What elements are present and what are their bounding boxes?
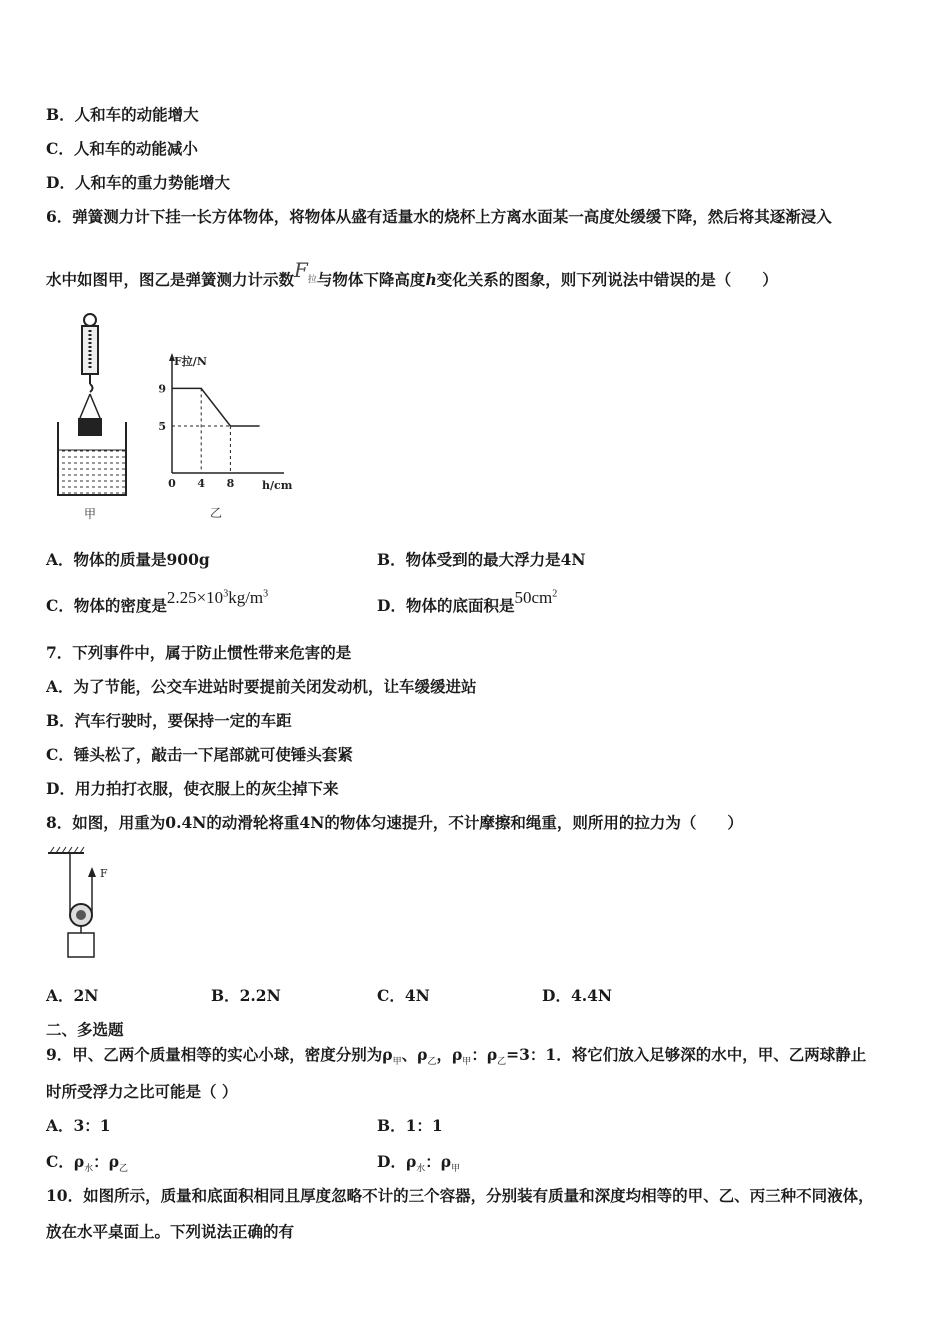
q9-stem-line1 bbox=[46, 1043, 866, 1067]
q6-option-b: B．物体受到的最大浮力是4N bbox=[377, 550, 586, 569]
punct: ， bbox=[436, 1045, 452, 1064]
section-heading: 二、多选题 bbox=[46, 1020, 124, 1039]
rho-shui bbox=[405, 1152, 426, 1175]
rho-yi bbox=[417, 1045, 437, 1068]
q9-option-d bbox=[377, 1150, 460, 1174]
x-tick-label-0: 0 bbox=[168, 477, 176, 490]
rho-subscript: 甲 bbox=[451, 1164, 461, 1175]
q9-option-b: B．1：1 bbox=[377, 1116, 443, 1135]
q6-option-d-text: D．物体的底面积是 bbox=[377, 596, 515, 615]
q5-option-c: C．人和车的动能减小 bbox=[46, 139, 198, 158]
force-label: F bbox=[100, 867, 108, 880]
rho-symbol: ρ bbox=[108, 1152, 119, 1171]
scale-ring bbox=[84, 314, 96, 326]
option-prefix: D． bbox=[377, 1152, 406, 1171]
q7-option-b: B．汽车行驶时，要保持一定的车距 bbox=[46, 711, 292, 730]
rho-symbol: ρ bbox=[405, 1152, 417, 1171]
hanging-block bbox=[78, 418, 102, 436]
q9-option-c bbox=[46, 1150, 128, 1174]
rho-shui bbox=[73, 1152, 94, 1175]
figure-jia-spring-scale bbox=[50, 310, 140, 525]
q5-option-d: D．人和车的重力势能增大 bbox=[46, 173, 230, 192]
f-subscript: 拉 bbox=[307, 275, 317, 285]
rho-subscript: 水 bbox=[416, 1164, 426, 1175]
x-axis-label: h/cm bbox=[262, 479, 293, 492]
punct: 、 bbox=[401, 1045, 418, 1064]
q7-option-c: C．锤头松了，敲击一下尾部就可使锤头套紧 bbox=[46, 745, 353, 764]
rho-symbol: ρ bbox=[440, 1152, 452, 1171]
force-arrow bbox=[88, 867, 96, 877]
q6-option-d bbox=[377, 588, 558, 616]
punct: ： bbox=[425, 1152, 441, 1171]
q5-option-b: B．人和车的动能增大 bbox=[46, 105, 199, 124]
q7-option-a: A．为了节能，公交车进站时要提前关闭发动机，让车缓缓进站 bbox=[46, 677, 477, 696]
rho-symbol: ρ bbox=[451, 1045, 463, 1064]
series-line bbox=[172, 388, 260, 426]
density-exponent: 3 bbox=[223, 588, 229, 600]
h-symbol: h bbox=[425, 270, 437, 289]
rho-symbol: ρ bbox=[417, 1045, 428, 1064]
area-value bbox=[514, 588, 557, 607]
q6-option-c-text: C．物体的密度是 bbox=[46, 596, 167, 615]
string-left bbox=[80, 394, 90, 418]
q8-option-c: C．4N bbox=[377, 986, 430, 1005]
x-tick-label-4: 4 bbox=[197, 477, 206, 490]
q8-option-a: A．2N bbox=[46, 986, 99, 1005]
figure-yi-label: 乙 bbox=[209, 506, 223, 520]
load-block bbox=[68, 933, 94, 957]
density-value bbox=[167, 588, 268, 607]
figure-pulley bbox=[44, 845, 124, 965]
f-pull-symbol bbox=[294, 258, 317, 285]
density-mantissa: 2.25×10 bbox=[166, 588, 224, 607]
q7-option-d: D．用力拍打衣服，使衣服上的灰尘掉下来 bbox=[46, 779, 339, 798]
q9-option-a: A．3：1 bbox=[46, 1116, 111, 1135]
q9-stem-part-b: =3：1．将它们放入足够深的水中，甲、乙两球静止 bbox=[506, 1045, 867, 1064]
q9-stem-line2: 时所受浮力之比可能是（ ） bbox=[46, 1082, 238, 1101]
rho-jia bbox=[440, 1152, 461, 1175]
rho-subscript: 水 bbox=[84, 1164, 94, 1175]
option-prefix: C． bbox=[46, 1152, 74, 1171]
q10-stem-line1: 10．如图所示，质量和底面积相同且厚度忽略不计的三个容器，分别装有质量和深度均相等的甲、乙、丙三种不同液体， bbox=[46, 1186, 874, 1205]
rho-subscript: 甲 bbox=[392, 1057, 402, 1068]
q10-stem-line2: 放在水平桌面上。下列说法正确的有 bbox=[46, 1222, 295, 1241]
x-tick-label-8: 8 bbox=[226, 477, 235, 490]
q8-option-d: D．4.4N bbox=[542, 986, 613, 1005]
q8-stem: 8．如图，用重为0.4N的动滑轮将重4N的物体匀速提升，不计摩擦和绳重，则所用的拉力为（ ） bbox=[46, 813, 743, 832]
rho-symbol: ρ bbox=[73, 1152, 85, 1171]
figure-yi-graph bbox=[150, 345, 300, 525]
water bbox=[59, 450, 125, 494]
f-letter: F bbox=[294, 258, 308, 282]
area-number: 50cm bbox=[514, 588, 553, 607]
q6-stem-part-c: 变化关系的图象，则下列说法中错误的是（ ） bbox=[436, 270, 778, 289]
scale-hook bbox=[90, 384, 93, 392]
q6-option-c bbox=[46, 588, 269, 616]
q6-option-a: A．物体的质量是900g bbox=[46, 550, 210, 569]
rho-subscript: 甲 bbox=[462, 1057, 472, 1068]
density-unit: kg/m bbox=[228, 588, 264, 607]
q9-stem-part-a: 9．甲、乙两个质量相等的实心小球，密度分别为 bbox=[46, 1045, 383, 1064]
string-right bbox=[90, 394, 100, 418]
rho-subscript: 乙 bbox=[119, 1164, 129, 1175]
rho-symbol: ρ bbox=[382, 1045, 393, 1064]
rho-jia bbox=[382, 1045, 402, 1068]
y-axis-label: F拉/N bbox=[174, 355, 207, 368]
punct: ： bbox=[471, 1045, 487, 1064]
area-exponent: 2 bbox=[552, 588, 558, 600]
y-tick-label-5: 5 bbox=[158, 420, 166, 433]
q6-stem-line1: 6．弹簧测力计下挂一长方体物体，将物体从盛有适量水的烧杯上方离水面某一高度处缓缓下降，然后将其逐渐浸入 bbox=[46, 207, 832, 226]
q6-stem-part-a: 水中如图甲，图乙是弹簧测力计示数 bbox=[46, 270, 295, 289]
rho-yi bbox=[486, 1045, 507, 1068]
q7-stem: 7．下列事件中，属于防止惯性带来危害的是 bbox=[46, 643, 352, 662]
q6-stem-line2 bbox=[46, 258, 778, 293]
rho-subscript: 乙 bbox=[427, 1057, 437, 1068]
punct: ： bbox=[93, 1152, 109, 1171]
q6-stem-part-b: 与物体下降高度 bbox=[316, 270, 426, 289]
y-tick-label-9: 9 bbox=[158, 382, 166, 396]
rho-symbol: ρ bbox=[486, 1045, 498, 1064]
rho-jia bbox=[451, 1045, 472, 1068]
rho-subscript: 乙 bbox=[497, 1057, 507, 1068]
rho-yi bbox=[108, 1152, 129, 1175]
q8-option-b: B．2.2N bbox=[211, 986, 281, 1005]
figure-jia-label: 甲 bbox=[83, 507, 97, 521]
pulley-axle bbox=[76, 910, 86, 920]
density-unit-exponent: 3 bbox=[263, 588, 269, 600]
